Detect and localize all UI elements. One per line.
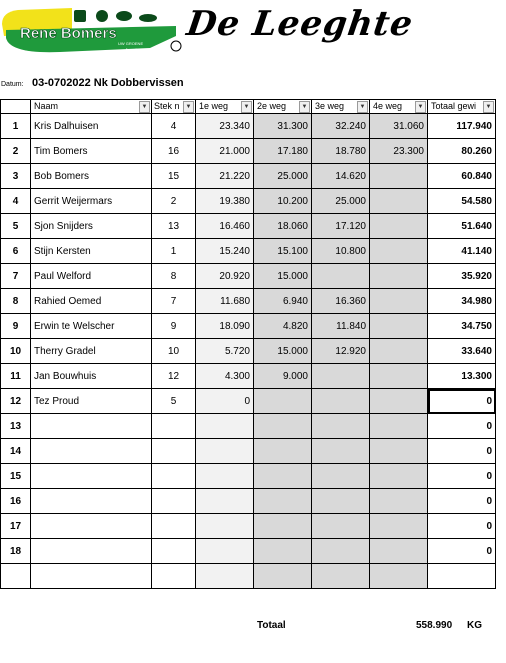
- cell-naam[interactable]: Paul Welford: [31, 264, 152, 289]
- cell-naam[interactable]: Gerrit Weijermars: [31, 189, 152, 214]
- cell-stek[interactable]: 5: [152, 389, 196, 414]
- cell-stek[interactable]: 16: [152, 139, 196, 164]
- cell-w1[interactable]: [196, 564, 254, 589]
- cell-w3[interactable]: 32.240: [312, 114, 370, 139]
- table-row: [1, 439, 496, 464]
- cell-tot[interactable]: 80.260: [428, 139, 496, 164]
- cell-tot[interactable]: 41.140: [428, 239, 496, 264]
- cell-naam[interactable]: Stijn Kersten: [31, 239, 152, 264]
- cell-nr: 8: [1, 289, 31, 314]
- cell-w4[interactable]: [370, 489, 428, 514]
- cell-w3[interactable]: [312, 364, 370, 389]
- cell-naam[interactable]: Tez Proud: [31, 389, 152, 414]
- header-w4[interactable]: [370, 100, 428, 114]
- cell-nr: 12: [1, 389, 31, 414]
- cell-stek[interactable]: 8: [152, 264, 196, 289]
- dropdown-arrow-icon[interactable]: ▼: [241, 101, 252, 113]
- header-row: [1, 100, 496, 114]
- cell-w1[interactable]: 18.090: [196, 314, 254, 339]
- cell-w1[interactable]: [196, 539, 254, 564]
- date-label: Datum:: [1, 81, 24, 88]
- table-row: [1, 564, 496, 589]
- cell-nr: 17: [1, 514, 31, 539]
- header-w1[interactable]: [196, 100, 254, 114]
- cell-w1[interactable]: 23.340: [196, 114, 254, 139]
- header-w3[interactable]: [312, 100, 370, 114]
- table-row: [1, 264, 496, 289]
- cell-tot[interactable]: 0: [428, 514, 496, 539]
- cell-nr: 1: [1, 114, 31, 139]
- cell-naam[interactable]: [31, 414, 152, 439]
- cell-w3[interactable]: [312, 514, 370, 539]
- cell-w1[interactable]: 21.000: [196, 139, 254, 164]
- cell-w4[interactable]: [370, 539, 428, 564]
- cell-stek[interactable]: 7: [152, 289, 196, 314]
- cell-w2[interactable]: [254, 389, 312, 414]
- logo-sub: vakwinkel: [118, 49, 152, 56]
- dropdown-arrow-icon[interactable]: ▼: [357, 101, 368, 113]
- cell-stek[interactable]: 2: [152, 189, 196, 214]
- soccer-ball-icon: [171, 41, 181, 51]
- table-row: [1, 514, 496, 539]
- logo-tagline: UW GROENE: [118, 41, 144, 46]
- cell-tot[interactable]: 0: [428, 389, 496, 414]
- cell-w3[interactable]: [312, 439, 370, 464]
- cell-naam[interactable]: [31, 564, 152, 589]
- cell-nr: 11: [1, 364, 31, 389]
- cell-w1[interactable]: 11.680: [196, 289, 254, 314]
- cell-naam[interactable]: Erwin te Welscher: [31, 314, 152, 339]
- cell-w1[interactable]: [196, 439, 254, 464]
- cell-w1[interactable]: [196, 489, 254, 514]
- cell-naam[interactable]: Bob Bomers: [31, 164, 152, 189]
- cell-w3[interactable]: [312, 539, 370, 564]
- table-row: [1, 189, 496, 214]
- cell-w3[interactable]: [312, 464, 370, 489]
- cell-nr: 18: [1, 539, 31, 564]
- header-totaal[interactable]: [428, 100, 496, 114]
- cell-nr: 4: [1, 189, 31, 214]
- cell-naam[interactable]: Therry Gradel: [31, 339, 152, 364]
- cell-tot[interactable]: 34.750: [428, 314, 496, 339]
- table-row: [1, 464, 496, 489]
- cell-w4[interactable]: [370, 414, 428, 439]
- cell-w3[interactable]: 16.360: [312, 289, 370, 314]
- cell-w2[interactable]: [254, 539, 312, 564]
- cell-tot[interactable]: 60.840: [428, 164, 496, 189]
- cell-stek[interactable]: [152, 489, 196, 514]
- dropdown-arrow-icon[interactable]: ▼: [483, 101, 494, 113]
- bird-icon: [74, 10, 86, 22]
- cell-w1[interactable]: 20.920: [196, 264, 254, 289]
- cell-w4[interactable]: [370, 464, 428, 489]
- cell-tot[interactable]: 117.940: [428, 114, 496, 139]
- cell-stek[interactable]: [152, 439, 196, 464]
- cell-stek[interactable]: 9: [152, 314, 196, 339]
- cell-w4[interactable]: [370, 514, 428, 539]
- cell-w2[interactable]: 18.060: [254, 214, 312, 239]
- cell-stek[interactable]: 15: [152, 164, 196, 189]
- date-value[interactable]: 03-0702022 Nk Dobbervissen: [32, 77, 184, 89]
- header-w3-label: 3e weg: [315, 100, 345, 111]
- cell-tot[interactable]: 0: [428, 464, 496, 489]
- cell-w4[interactable]: [370, 189, 428, 214]
- cell-w4[interactable]: [370, 364, 428, 389]
- cell-tot[interactable]: 35.920: [428, 264, 496, 289]
- total-label: Totaal: [257, 620, 286, 631]
- cell-w2[interactable]: [254, 489, 312, 514]
- table-row: [1, 289, 496, 314]
- cell-w1[interactable]: 5.720: [196, 339, 254, 364]
- cell-w1[interactable]: [196, 414, 254, 439]
- cell-stek[interactable]: [152, 564, 196, 589]
- cell-w2[interactable]: [254, 414, 312, 439]
- cell-tot[interactable]: 51.640: [428, 214, 496, 239]
- table-row: [1, 539, 496, 564]
- cell-naam[interactable]: [31, 439, 152, 464]
- cell-w3[interactable]: 18.780: [312, 139, 370, 164]
- cell-stek[interactable]: [152, 514, 196, 539]
- cell-tot[interactable]: 0: [428, 489, 496, 514]
- results-table: [0, 99, 496, 589]
- cell-w2[interactable]: 6.940: [254, 289, 312, 314]
- table-row: [1, 414, 496, 439]
- cell-w4[interactable]: [370, 314, 428, 339]
- cell-tot[interactable]: 0: [428, 439, 496, 464]
- cell-stek[interactable]: 12: [152, 364, 196, 389]
- cell-stek[interactable]: [152, 414, 196, 439]
- table-row: [1, 164, 496, 189]
- header-w1-label: 1e weg: [199, 100, 229, 111]
- cell-w3[interactable]: [312, 389, 370, 414]
- cell-nr: [1, 564, 31, 589]
- header-w2-label: 2e weg: [257, 100, 287, 111]
- table-row: [1, 364, 496, 389]
- cell-nr: 5: [1, 214, 31, 239]
- cell-naam[interactable]: [31, 489, 152, 514]
- cell-nr: 14: [1, 439, 31, 464]
- cell-w2[interactable]: [254, 514, 312, 539]
- cell-w2[interactable]: 31.300: [254, 114, 312, 139]
- cell-w2[interactable]: [254, 564, 312, 589]
- table-row: [1, 139, 496, 164]
- cell-nr: 3: [1, 164, 31, 189]
- cell-nr: 6: [1, 239, 31, 264]
- fish-icon: [116, 11, 132, 21]
- cell-w3[interactable]: [312, 489, 370, 514]
- cell-w4[interactable]: [370, 339, 428, 364]
- cell-w2[interactable]: [254, 439, 312, 464]
- cell-w3[interactable]: 10.800: [312, 239, 370, 264]
- cell-w4[interactable]: [370, 239, 428, 264]
- cell-w3[interactable]: 11.840: [312, 314, 370, 339]
- page-title: De Leeghte: [184, 4, 416, 44]
- header-naam[interactable]: [31, 100, 152, 114]
- cell-w1[interactable]: 16.460: [196, 214, 254, 239]
- rene-bomers-logo: [0, 2, 182, 60]
- cell-w1[interactable]: [196, 464, 254, 489]
- cell-w2[interactable]: 15.000: [254, 339, 312, 364]
- cell-w4[interactable]: 31.060: [370, 114, 428, 139]
- cell-naam[interactable]: Tim Bomers: [31, 139, 152, 164]
- dropdown-arrow-icon[interactable]: ▼: [139, 101, 150, 113]
- header-corner: [1, 100, 31, 114]
- cell-w1[interactable]: 4.300: [196, 364, 254, 389]
- dropdown-arrow-icon[interactable]: ▼: [299, 101, 310, 113]
- cell-tot[interactable]: [428, 564, 496, 589]
- cell-stek[interactable]: [152, 539, 196, 564]
- cell-naam[interactable]: Rahied Oemed: [31, 289, 152, 314]
- cell-stek[interactable]: 13: [152, 214, 196, 239]
- cell-w2[interactable]: [254, 464, 312, 489]
- dropdown-arrow-icon[interactable]: ▼: [183, 101, 194, 113]
- cell-stek[interactable]: 10: [152, 339, 196, 364]
- cell-w2[interactable]: 4.820: [254, 314, 312, 339]
- cell-w2[interactable]: 9.000: [254, 364, 312, 389]
- cell-naam[interactable]: [31, 514, 152, 539]
- cell-w2[interactable]: 17.180: [254, 139, 312, 164]
- total-unit: KG: [467, 620, 482, 631]
- cell-w3[interactable]: [312, 564, 370, 589]
- cell-nr: 7: [1, 264, 31, 289]
- cell-w4[interactable]: [370, 439, 428, 464]
- logo-name: Rene Bomers: [20, 25, 117, 42]
- cell-w3[interactable]: [312, 264, 370, 289]
- table-row: [1, 214, 496, 239]
- cell-tot[interactable]: 0: [428, 539, 496, 564]
- header-stek[interactable]: [152, 100, 196, 114]
- fish-icon: [139, 14, 157, 22]
- header-w2[interactable]: [254, 100, 312, 114]
- cell-tot[interactable]: 33.640: [428, 339, 496, 364]
- dropdown-arrow-icon[interactable]: ▼: [415, 101, 426, 113]
- cell-w3[interactable]: 17.120: [312, 214, 370, 239]
- cell-w3[interactable]: 14.620: [312, 164, 370, 189]
- cell-w3[interactable]: 12.920: [312, 339, 370, 364]
- cell-stek[interactable]: 1: [152, 239, 196, 264]
- cell-w4[interactable]: [370, 214, 428, 239]
- dog-icon: [96, 10, 108, 22]
- table-row: [1, 339, 496, 364]
- cell-w2[interactable]: 10.200: [254, 189, 312, 214]
- cell-tot[interactable]: 34.980: [428, 289, 496, 314]
- cell-nr: 10: [1, 339, 31, 364]
- cell-w4[interactable]: [370, 389, 428, 414]
- cell-w2[interactable]: 15.100: [254, 239, 312, 264]
- cell-stek[interactable]: 4: [152, 114, 196, 139]
- table-row: [1, 389, 496, 414]
- cell-w2[interactable]: 25.000: [254, 164, 312, 189]
- cell-w3[interactable]: [312, 414, 370, 439]
- cell-w2[interactable]: 15.000: [254, 264, 312, 289]
- cell-w4[interactable]: [370, 264, 428, 289]
- header-w4-label: 4e weg: [373, 100, 403, 111]
- cell-w4[interactable]: [370, 289, 428, 314]
- cell-nr: 16: [1, 489, 31, 514]
- cell-tot[interactable]: 0: [428, 414, 496, 439]
- cell-w1[interactable]: 21.220: [196, 164, 254, 189]
- table-row: [1, 239, 496, 264]
- cell-tot[interactable]: 13.300: [428, 364, 496, 389]
- cell-naam[interactable]: Jan Bouwhuis: [31, 364, 152, 389]
- cell-nr: 13: [1, 414, 31, 439]
- table-row: [1, 489, 496, 514]
- cell-w4[interactable]: [370, 164, 428, 189]
- total-value: 558.990: [416, 620, 453, 631]
- cell-naam[interactable]: [31, 539, 152, 564]
- table-row: [1, 314, 496, 339]
- cell-tot[interactable]: 54.580: [428, 189, 496, 214]
- cell-naam[interactable]: Sjon Snijders: [31, 214, 152, 239]
- header-stek-label: Stek n: [154, 100, 180, 111]
- cell-w3[interactable]: 25.000: [312, 189, 370, 214]
- cell-w1[interactable]: 19.380: [196, 189, 254, 214]
- cell-w4[interactable]: 23.300: [370, 139, 428, 164]
- cell-w1[interactable]: [196, 514, 254, 539]
- cell-w1[interactable]: 0: [196, 389, 254, 414]
- header-totaal-label: Totaal gewi: [431, 100, 477, 111]
- table-row: [1, 114, 496, 139]
- cell-nr: 15: [1, 464, 31, 489]
- cell-naam[interactable]: [31, 464, 152, 489]
- cell-w4[interactable]: [370, 564, 428, 589]
- logo-graphic: [0, 2, 182, 60]
- cell-stek[interactable]: [152, 464, 196, 489]
- cell-naam[interactable]: Kris Dalhuisen: [31, 114, 152, 139]
- cell-w1[interactable]: 15.240: [196, 239, 254, 264]
- cell-nr: 9: [1, 314, 31, 339]
- cell-nr: 2: [1, 139, 31, 164]
- header-naam-label: Naam: [34, 100, 59, 111]
